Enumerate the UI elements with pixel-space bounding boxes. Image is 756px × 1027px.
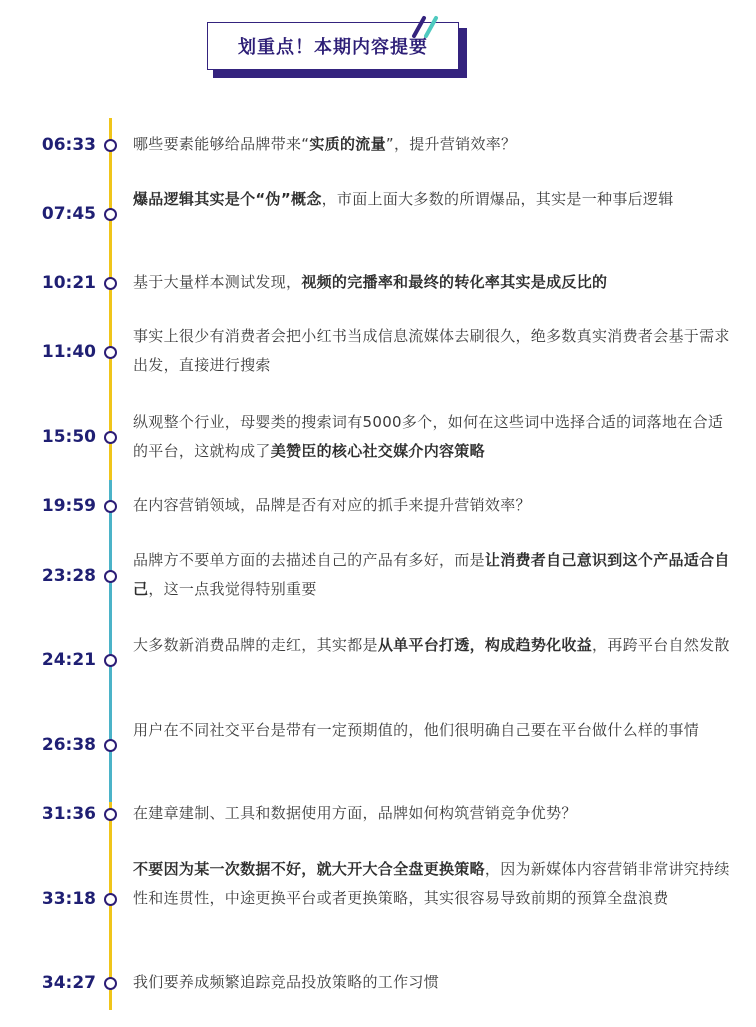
highlight-text: 实质的流量 — [309, 135, 386, 153]
highlight-text: 让消费者自己意识到这个产品适合自己 — [133, 551, 730, 598]
timestamp: 31:36 — [41, 804, 96, 824]
body-text: 大多数新消费品牌的走红，其实都是 — [133, 636, 378, 654]
timestamp: 33:18 — [41, 889, 96, 909]
body-text: 纵观整个行业，母婴类的搜索词有5000多个，如何在这些词中选择合适的词落地在合适的平台，这就构成了 — [133, 413, 724, 460]
section-header — [207, 22, 467, 78]
timestamp: 06:33 — [41, 135, 96, 155]
timeline-dot — [104, 208, 117, 221]
entry-text — [133, 322, 733, 380]
timestamp: 24:21 — [41, 650, 96, 670]
timestamp: 07:45 — [41, 204, 96, 224]
body-text: 哪些要素能够给品牌带来“ — [133, 135, 310, 153]
timeline-line-segment — [109, 118, 112, 480]
timeline-dot — [104, 139, 117, 152]
entry-text — [133, 799, 733, 828]
body-text: 事实上很少有消费者会把小红书当成信息流媒体去刷很久，绝多数真实消费者会基于需求出发，直接进行搜索 — [133, 327, 730, 374]
timeline-line-segment — [109, 480, 112, 802]
body-text: ，这一点我觉得特别重要 — [148, 580, 317, 598]
entry-text — [133, 491, 733, 520]
timestamp: 19:59 — [41, 496, 96, 516]
body-text: ，市面上面大多数的所谓爆品，其实是一种事后逻辑 — [321, 190, 674, 208]
timeline-dot — [104, 277, 117, 290]
timestamp: 34:27 — [41, 973, 96, 993]
timeline-dot — [104, 893, 117, 906]
highlight-text: 不要因为某一次数据不好，就大开大合全盘更换策略 — [133, 860, 485, 878]
body-text: 我们要养成频繁追踪竞品投放策略的工作习惯 — [133, 973, 440, 991]
body-text: ，因为新媒体内容营销非常讲究持续性和连贯性，中途更换平台或者更换策略，其实很容易导致前期的预算全盘浪费 — [133, 860, 730, 907]
body-text: ，再跨平台自然发散 — [592, 636, 730, 654]
timestamp: 15:50 — [41, 427, 96, 447]
timeline-dot — [104, 500, 117, 513]
timeline-dot — [104, 431, 117, 444]
entry-text — [133, 185, 733, 214]
entry-text — [133, 968, 733, 997]
body-text: 基于大量样本测试发现， — [133, 273, 302, 291]
highlight-text: 爆品逻辑其实是个“伪”概念 — [133, 190, 322, 208]
header-title: 划重点！本期内容提要 — [207, 22, 459, 70]
entry-text — [133, 268, 733, 297]
timeline-dot — [104, 654, 117, 667]
highlight-text: 从单平台打透，构成趋势化收益 — [377, 636, 593, 654]
timestamp: 26:38 — [41, 735, 96, 755]
entry-text — [133, 631, 733, 660]
timeline-dot — [104, 977, 117, 990]
highlight-text: 美赞臣的核心社交媒介内容策略 — [270, 442, 485, 460]
timeline-dot — [104, 808, 117, 821]
entry-text — [133, 716, 733, 745]
highlight-text: 视频的完播率和最终的转化率其实是成反比的 — [301, 273, 608, 291]
body-text: 品牌方不要单方面的去描述自己的产品有多好，而是 — [133, 551, 485, 569]
entry-text — [133, 408, 733, 466]
timestamp: 23:28 — [41, 566, 96, 586]
timeline-dot — [104, 739, 117, 752]
body-text: 用户在不同社交平台是带有一定预期值的，他们很明确自己要在平台做什么样的事情 — [133, 721, 700, 739]
timestamp: 11:40 — [41, 342, 96, 362]
timestamp: 10:21 — [41, 273, 96, 293]
body-text: ”，提升营销效率？ — [385, 135, 517, 153]
timeline-dot — [104, 570, 117, 583]
timeline-dot — [104, 346, 117, 359]
body-text: 在建章建制、工具和数据使用方面，品牌如何构筑营销竞争优势？ — [133, 804, 577, 822]
body-text: 在内容营销领域，品牌是否有对应的抓手来提升营销效率？ — [133, 496, 531, 514]
entry-text — [133, 546, 733, 604]
entry-text — [133, 855, 733, 913]
entry-text — [133, 130, 733, 159]
slash-decoration-icon — [410, 14, 440, 40]
